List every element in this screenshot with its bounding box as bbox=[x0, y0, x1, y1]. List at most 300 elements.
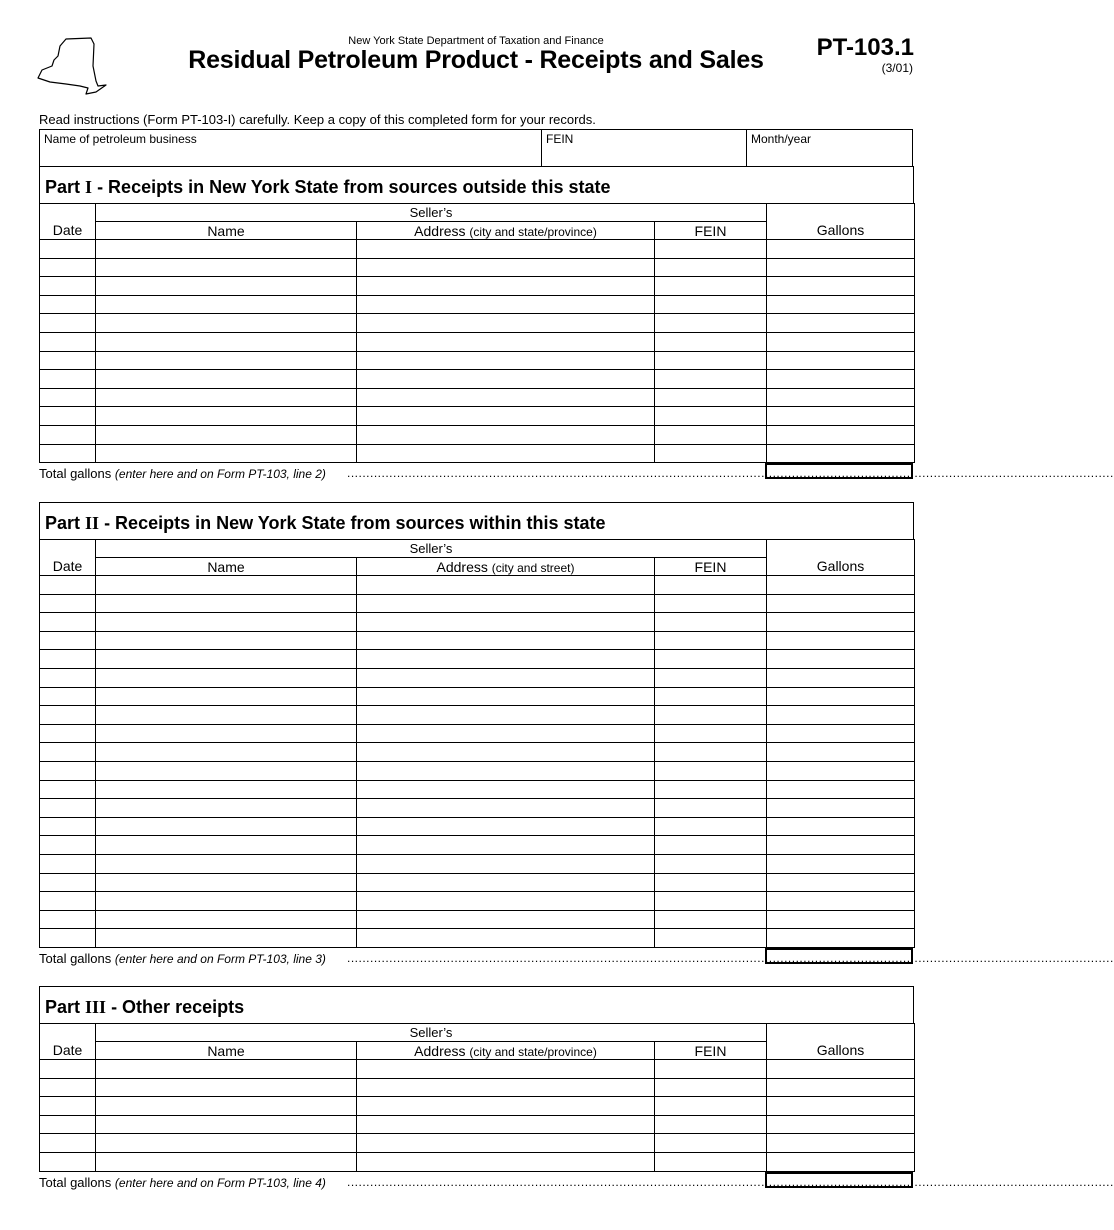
month-year-field[interactable] bbox=[747, 130, 912, 166]
gallons-cell[interactable] bbox=[767, 1134, 915, 1153]
date-cell[interactable] bbox=[40, 892, 96, 911]
seller-name-cell[interactable] bbox=[96, 668, 357, 687]
part-heading: - Other receipts bbox=[111, 997, 245, 1017]
seller-address-cell[interactable] bbox=[357, 332, 655, 351]
part-roman-numeral: I bbox=[85, 177, 93, 197]
seller-name-cell[interactable] bbox=[96, 780, 357, 799]
seller-address-cell[interactable] bbox=[357, 706, 655, 725]
date-cell[interactable] bbox=[40, 388, 96, 407]
table-row bbox=[40, 444, 915, 463]
seller-fein-cell[interactable] bbox=[655, 761, 767, 780]
gallons-cell[interactable] bbox=[767, 854, 915, 873]
total-gallons-input[interactable] bbox=[765, 948, 913, 964]
seller-address-cell[interactable] bbox=[357, 631, 655, 650]
gallons-cell[interactable] bbox=[767, 388, 915, 407]
address-label: Address bbox=[414, 1043, 466, 1059]
seller-name-cell[interactable] bbox=[96, 687, 357, 706]
name-column-header: Name bbox=[96, 1042, 357, 1060]
seller-name-cell[interactable] bbox=[96, 1060, 357, 1079]
seller-address-cell[interactable] bbox=[357, 761, 655, 780]
seller-name-cell[interactable] bbox=[96, 407, 357, 426]
address-note: (city and state/province) bbox=[469, 225, 597, 239]
part-title bbox=[39, 986, 914, 1023]
seller-address-cell[interactable] bbox=[357, 314, 655, 333]
seller-fein-cell[interactable] bbox=[655, 425, 767, 444]
gallons-cell[interactable] bbox=[767, 706, 915, 725]
date-cell[interactable] bbox=[40, 910, 96, 929]
leader-dots: ........................................................................................................................................................................................................ bbox=[347, 1174, 1114, 1189]
part-1-section bbox=[39, 166, 1114, 482]
seller-fein-cell[interactable] bbox=[655, 388, 767, 407]
table-row bbox=[40, 1134, 915, 1153]
date-cell[interactable] bbox=[40, 761, 96, 780]
date-column-header: Date bbox=[40, 540, 96, 576]
gallons-cell[interactable] bbox=[767, 929, 915, 948]
table-row bbox=[40, 817, 915, 836]
seller-address-cell[interactable] bbox=[357, 892, 655, 911]
gallons-cell[interactable] bbox=[767, 743, 915, 762]
seller-address-cell[interactable] bbox=[357, 780, 655, 799]
table-row bbox=[40, 351, 915, 370]
seller-address-cell[interactable] bbox=[357, 668, 655, 687]
table-row bbox=[40, 370, 915, 389]
total-label-text: Total gallons bbox=[39, 466, 112, 482]
seller-address-cell[interactable] bbox=[357, 1097, 655, 1116]
table-row bbox=[40, 332, 915, 351]
gallons-cell[interactable] bbox=[767, 1115, 915, 1134]
seller-name-cell[interactable] bbox=[96, 761, 357, 780]
date-column-header: Date bbox=[40, 204, 96, 240]
table-row bbox=[40, 407, 915, 426]
gallons-cell[interactable] bbox=[767, 780, 915, 799]
seller-address-cell[interactable] bbox=[357, 407, 655, 426]
seller-fein-cell[interactable] bbox=[655, 351, 767, 370]
seller-address-cell[interactable] bbox=[357, 258, 655, 277]
table-row bbox=[40, 1078, 915, 1097]
form-number: PT-103.1 bbox=[816, 34, 914, 61]
gallons-cell[interactable] bbox=[767, 351, 915, 370]
seller-fein-cell[interactable] bbox=[655, 687, 767, 706]
seller-address-cell[interactable] bbox=[357, 351, 655, 370]
table-row bbox=[40, 314, 915, 333]
seller-name-cell[interactable] bbox=[96, 370, 357, 389]
seller-fein-cell[interactable] bbox=[655, 854, 767, 873]
gallons-cell[interactable] bbox=[767, 576, 915, 595]
table-row bbox=[40, 799, 915, 818]
seller-address-cell[interactable] bbox=[357, 650, 655, 669]
seller-fein-cell[interactable] bbox=[655, 668, 767, 687]
part-3-section bbox=[39, 986, 1114, 1190]
table-row bbox=[40, 892, 915, 911]
date-cell[interactable] bbox=[40, 780, 96, 799]
date-cell[interactable] bbox=[40, 799, 96, 818]
part-prefix: Part bbox=[45, 997, 81, 1017]
gallons-cell[interactable] bbox=[767, 873, 915, 892]
date-column-header: Date bbox=[40, 1024, 96, 1060]
seller-fein-cell[interactable] bbox=[655, 836, 767, 855]
seller-name-cell[interactable] bbox=[96, 1134, 357, 1153]
gallons-cell[interactable] bbox=[767, 631, 915, 650]
seller-name-cell[interactable] bbox=[96, 314, 357, 333]
date-cell[interactable] bbox=[40, 687, 96, 706]
gallons-cell[interactable] bbox=[767, 407, 915, 426]
seller-address-cell[interactable] bbox=[357, 836, 655, 855]
fein-column-header: FEIN bbox=[655, 1042, 767, 1060]
seller-address-cell[interactable] bbox=[357, 929, 655, 948]
gallons-column-header: Gallons bbox=[767, 1024, 915, 1060]
sellers-group-header: Seller’s bbox=[96, 540, 767, 558]
date-cell[interactable] bbox=[40, 314, 96, 333]
seller-name-cell[interactable] bbox=[96, 425, 357, 444]
seller-fein-cell[interactable] bbox=[655, 295, 767, 314]
seller-address-cell[interactable] bbox=[357, 576, 655, 595]
receipts-table bbox=[39, 1023, 915, 1172]
date-cell[interactable] bbox=[40, 425, 96, 444]
table-row bbox=[40, 1097, 915, 1116]
gallons-cell[interactable] bbox=[767, 613, 915, 632]
table-row bbox=[40, 576, 915, 595]
gallons-cell[interactable] bbox=[767, 724, 915, 743]
business-name-label: Name of petroleum business bbox=[44, 132, 197, 146]
seller-name-cell[interactable] bbox=[96, 613, 357, 632]
seller-fein-cell[interactable] bbox=[655, 706, 767, 725]
date-cell[interactable] bbox=[40, 836, 96, 855]
gallons-cell[interactable] bbox=[767, 240, 915, 259]
seller-name-cell[interactable] bbox=[96, 799, 357, 818]
date-cell[interactable] bbox=[40, 817, 96, 836]
seller-fein-cell[interactable] bbox=[655, 743, 767, 762]
gallons-cell[interactable] bbox=[767, 370, 915, 389]
gallons-cell[interactable] bbox=[767, 836, 915, 855]
seller-name-cell[interactable] bbox=[96, 892, 357, 911]
total-label-note: (enter here and on Form PT-103, line 4) bbox=[114, 1175, 326, 1190]
gallons-cell[interactable] bbox=[767, 277, 915, 296]
seller-address-cell[interactable] bbox=[357, 799, 655, 818]
fein-field[interactable] bbox=[542, 130, 747, 166]
table-row bbox=[40, 836, 915, 855]
table-row bbox=[40, 761, 915, 780]
seller-address-cell[interactable] bbox=[357, 1134, 655, 1153]
table-row bbox=[40, 929, 915, 948]
date-cell[interactable] bbox=[40, 240, 96, 259]
total-gallons-line bbox=[39, 463, 1114, 482]
gallons-cell[interactable] bbox=[767, 258, 915, 277]
gallons-cell[interactable] bbox=[767, 1060, 915, 1079]
seller-name-cell[interactable] bbox=[96, 724, 357, 743]
business-name-field[interactable] bbox=[40, 130, 542, 166]
form-title: Residual Petroleum Product - Receipts and Sales bbox=[188, 46, 764, 74]
gallons-cell[interactable] bbox=[767, 761, 915, 780]
seller-fein-cell[interactable] bbox=[655, 332, 767, 351]
total-gallons-input[interactable] bbox=[765, 463, 913, 479]
part-roman-numeral: II bbox=[85, 513, 100, 533]
address-column-header bbox=[357, 558, 655, 576]
form-revision: (3/01) bbox=[881, 61, 913, 75]
gallons-cell[interactable] bbox=[767, 295, 915, 314]
seller-fein-cell[interactable] bbox=[655, 370, 767, 389]
gallons-cell[interactable] bbox=[767, 1097, 915, 1116]
table-row bbox=[40, 277, 915, 296]
date-cell[interactable] bbox=[40, 613, 96, 632]
agency-name: New York State Department of Taxation and Finance bbox=[348, 35, 604, 47]
receipts-table bbox=[39, 203, 915, 463]
seller-address-cell[interactable] bbox=[357, 594, 655, 613]
total-label-note: (enter here and on Form PT-103, line 2) bbox=[114, 467, 326, 482]
total-label-text: Total gallons bbox=[39, 950, 112, 966]
gallons-cell[interactable] bbox=[767, 444, 915, 463]
total-gallons-line bbox=[39, 1172, 1114, 1190]
seller-address-cell[interactable] bbox=[357, 910, 655, 929]
table-row bbox=[40, 425, 915, 444]
table-row bbox=[40, 780, 915, 799]
total-label-note: (enter here and on Form PT-103, line 3) bbox=[114, 951, 326, 966]
seller-address-cell[interactable] bbox=[357, 817, 655, 836]
gallons-column-header: Gallons bbox=[767, 540, 915, 576]
seller-fein-cell[interactable] bbox=[655, 892, 767, 911]
seller-name-cell[interactable] bbox=[96, 332, 357, 351]
business-info-row bbox=[39, 129, 913, 166]
gallons-cell[interactable] bbox=[767, 687, 915, 706]
table-row bbox=[40, 687, 915, 706]
gallons-cell[interactable] bbox=[767, 892, 915, 911]
seller-address-cell[interactable] bbox=[357, 854, 655, 873]
table-row bbox=[40, 1152, 915, 1171]
gallons-cell[interactable] bbox=[767, 668, 915, 687]
seller-address-cell[interactable] bbox=[357, 687, 655, 706]
part-roman-numeral: III bbox=[85, 997, 107, 1017]
gallons-cell[interactable] bbox=[767, 910, 915, 929]
gallons-cell[interactable] bbox=[767, 650, 915, 669]
seller-address-cell[interactable] bbox=[357, 1152, 655, 1171]
table-row bbox=[40, 295, 915, 314]
seller-fein-cell[interactable] bbox=[655, 780, 767, 799]
table-row bbox=[40, 594, 915, 613]
seller-fein-cell[interactable] bbox=[655, 631, 767, 650]
seller-fein-cell[interactable] bbox=[655, 817, 767, 836]
seller-name-cell[interactable] bbox=[96, 817, 357, 836]
table-row bbox=[40, 706, 915, 725]
date-cell[interactable] bbox=[40, 258, 96, 277]
seller-address-cell[interactable] bbox=[357, 425, 655, 444]
seller-name-cell[interactable] bbox=[96, 873, 357, 892]
seller-address-cell[interactable] bbox=[357, 1078, 655, 1097]
date-cell[interactable] bbox=[40, 444, 96, 463]
seller-name-cell[interactable] bbox=[96, 706, 357, 725]
gallons-cell[interactable] bbox=[767, 332, 915, 351]
table-row bbox=[40, 388, 915, 407]
date-cell[interactable] bbox=[40, 332, 96, 351]
gallons-cell[interactable] bbox=[767, 817, 915, 836]
sellers-group-header: Seller’s bbox=[96, 204, 767, 222]
date-cell[interactable] bbox=[40, 1152, 96, 1171]
seller-name-cell[interactable] bbox=[96, 1097, 357, 1116]
seller-fein-cell[interactable] bbox=[655, 240, 767, 259]
date-cell[interactable] bbox=[40, 1060, 96, 1079]
date-cell[interactable] bbox=[40, 1115, 96, 1134]
seller-name-cell[interactable] bbox=[96, 743, 357, 762]
date-cell[interactable] bbox=[40, 668, 96, 687]
gallons-column-header: Gallons bbox=[767, 204, 915, 240]
total-gallons-line bbox=[39, 948, 1114, 966]
date-cell[interactable] bbox=[40, 650, 96, 669]
part-2-section bbox=[39, 502, 1114, 966]
gallons-cell[interactable] bbox=[767, 594, 915, 613]
seller-name-cell[interactable] bbox=[96, 295, 357, 314]
instructions-text: Read instructions (Form PT-103-I) carefully. Keep a copy of this completed form for your records. bbox=[39, 112, 596, 127]
seller-name-cell[interactable] bbox=[96, 351, 357, 370]
seller-fein-cell[interactable] bbox=[655, 799, 767, 818]
part-title bbox=[39, 166, 914, 203]
seller-fein-cell[interactable] bbox=[655, 1097, 767, 1116]
address-label: Address bbox=[414, 223, 466, 239]
seller-name-cell[interactable] bbox=[96, 1152, 357, 1171]
seller-address-cell[interactable] bbox=[357, 1060, 655, 1079]
seller-fein-cell[interactable] bbox=[655, 650, 767, 669]
seller-fein-cell[interactable] bbox=[655, 258, 767, 277]
leader-dots: ........................................................................................................................................................................................................ bbox=[347, 466, 1114, 481]
seller-fein-cell[interactable] bbox=[655, 724, 767, 743]
seller-name-cell[interactable] bbox=[96, 1115, 357, 1134]
table-row bbox=[40, 724, 915, 743]
table-row bbox=[40, 854, 915, 873]
part-heading: - Receipts in New York State from sources outside this state bbox=[97, 177, 611, 197]
total-gallons-label bbox=[39, 1175, 326, 1190]
seller-name-cell[interactable] bbox=[96, 854, 357, 873]
address-column-header bbox=[357, 222, 655, 240]
name-column-header: Name bbox=[96, 222, 357, 240]
seller-fein-cell[interactable] bbox=[655, 1152, 767, 1171]
seller-address-cell[interactable] bbox=[357, 873, 655, 892]
table-row bbox=[40, 873, 915, 892]
part-prefix: Part bbox=[45, 513, 81, 533]
table-row bbox=[40, 240, 915, 259]
table-row bbox=[40, 613, 915, 632]
seller-fein-cell[interactable] bbox=[655, 277, 767, 296]
total-gallons-label bbox=[39, 466, 326, 481]
seller-fein-cell[interactable] bbox=[655, 613, 767, 632]
seller-name-cell[interactable] bbox=[96, 388, 357, 407]
seller-fein-cell[interactable] bbox=[655, 444, 767, 463]
date-cell[interactable] bbox=[40, 1078, 96, 1097]
gallons-cell[interactable] bbox=[767, 799, 915, 818]
seller-address-cell[interactable] bbox=[357, 277, 655, 296]
address-note: (city and state/province) bbox=[469, 1045, 597, 1059]
seller-fein-cell[interactable] bbox=[655, 407, 767, 426]
seller-name-cell[interactable] bbox=[96, 240, 357, 259]
seller-name-cell[interactable] bbox=[96, 576, 357, 595]
gallons-cell[interactable] bbox=[767, 314, 915, 333]
date-cell[interactable] bbox=[40, 706, 96, 725]
table-row bbox=[40, 743, 915, 762]
date-cell[interactable] bbox=[40, 295, 96, 314]
fein-column-header: FEIN bbox=[655, 222, 767, 240]
gallons-cell[interactable] bbox=[767, 425, 915, 444]
name-column-header: Name bbox=[96, 558, 357, 576]
seller-address-cell[interactable] bbox=[357, 295, 655, 314]
seller-name-cell[interactable] bbox=[96, 631, 357, 650]
table-row bbox=[40, 910, 915, 929]
date-cell[interactable] bbox=[40, 929, 96, 948]
date-cell[interactable] bbox=[40, 407, 96, 426]
seller-address-cell[interactable] bbox=[357, 370, 655, 389]
part-title bbox=[39, 502, 914, 539]
table-row bbox=[40, 668, 915, 687]
seller-address-cell[interactable] bbox=[357, 388, 655, 407]
date-cell[interactable] bbox=[40, 1134, 96, 1153]
month-year-label: Month/year bbox=[751, 132, 812, 146]
seller-fein-cell[interactable] bbox=[655, 1115, 767, 1134]
seller-name-cell[interactable] bbox=[96, 258, 357, 277]
total-gallons-input[interactable] bbox=[765, 1172, 913, 1188]
seller-fein-cell[interactable] bbox=[655, 1134, 767, 1153]
gallons-cell[interactable] bbox=[767, 1078, 915, 1097]
date-cell[interactable] bbox=[40, 277, 96, 296]
seller-address-cell[interactable] bbox=[357, 240, 655, 259]
date-cell[interactable] bbox=[40, 743, 96, 762]
seller-name-cell[interactable] bbox=[96, 929, 357, 948]
total-gallons-label bbox=[39, 951, 326, 966]
seller-fein-cell[interactable] bbox=[655, 1078, 767, 1097]
date-cell[interactable] bbox=[40, 1097, 96, 1116]
table-row bbox=[40, 650, 915, 669]
seller-address-cell[interactable] bbox=[357, 743, 655, 762]
seller-fein-cell[interactable] bbox=[655, 910, 767, 929]
seller-name-cell[interactable] bbox=[96, 594, 357, 613]
date-cell[interactable] bbox=[40, 594, 96, 613]
receipts-table bbox=[39, 539, 915, 948]
address-column-header bbox=[357, 1042, 655, 1060]
date-cell[interactable] bbox=[40, 724, 96, 743]
table-row bbox=[40, 631, 915, 650]
seller-fein-cell[interactable] bbox=[655, 594, 767, 613]
date-cell[interactable] bbox=[40, 370, 96, 389]
table-row bbox=[40, 258, 915, 277]
sellers-group-header: Seller’s bbox=[96, 1024, 767, 1042]
seller-name-cell[interactable] bbox=[96, 910, 357, 929]
leader-dots: ........................................................................................................................................................................................................ bbox=[347, 950, 1114, 965]
table-row bbox=[40, 1115, 915, 1134]
seller-fein-cell[interactable] bbox=[655, 576, 767, 595]
total-label-text: Total gallons bbox=[39, 1174, 112, 1190]
seller-fein-cell[interactable] bbox=[655, 873, 767, 892]
seller-fein-cell[interactable] bbox=[655, 314, 767, 333]
date-cell[interactable] bbox=[40, 351, 96, 370]
seller-fein-cell[interactable] bbox=[655, 929, 767, 948]
gallons-cell[interactable] bbox=[767, 1152, 915, 1171]
seller-name-cell[interactable] bbox=[96, 444, 357, 463]
date-cell[interactable] bbox=[40, 631, 96, 650]
address-label: Address bbox=[436, 559, 488, 575]
address-note: (city and street) bbox=[491, 561, 575, 575]
seller-name-cell[interactable] bbox=[96, 277, 357, 296]
seller-name-cell[interactable] bbox=[96, 1078, 357, 1097]
seller-address-cell[interactable] bbox=[357, 1115, 655, 1134]
date-cell[interactable] bbox=[40, 873, 96, 892]
fein-column-header: FEIN bbox=[655, 558, 767, 576]
date-cell[interactable] bbox=[40, 854, 96, 873]
seller-address-cell[interactable] bbox=[357, 613, 655, 632]
part-heading: - Receipts in New York State from sources within this state bbox=[104, 513, 606, 533]
date-cell[interactable] bbox=[40, 576, 96, 595]
part-prefix: Part bbox=[45, 177, 81, 197]
seller-fein-cell[interactable] bbox=[655, 1060, 767, 1079]
seller-address-cell[interactable] bbox=[357, 444, 655, 463]
seller-name-cell[interactable] bbox=[96, 836, 357, 855]
fein-label: FEIN bbox=[546, 132, 574, 146]
seller-name-cell[interactable] bbox=[96, 650, 357, 669]
table-row bbox=[40, 1060, 915, 1079]
seller-address-cell[interactable] bbox=[357, 724, 655, 743]
